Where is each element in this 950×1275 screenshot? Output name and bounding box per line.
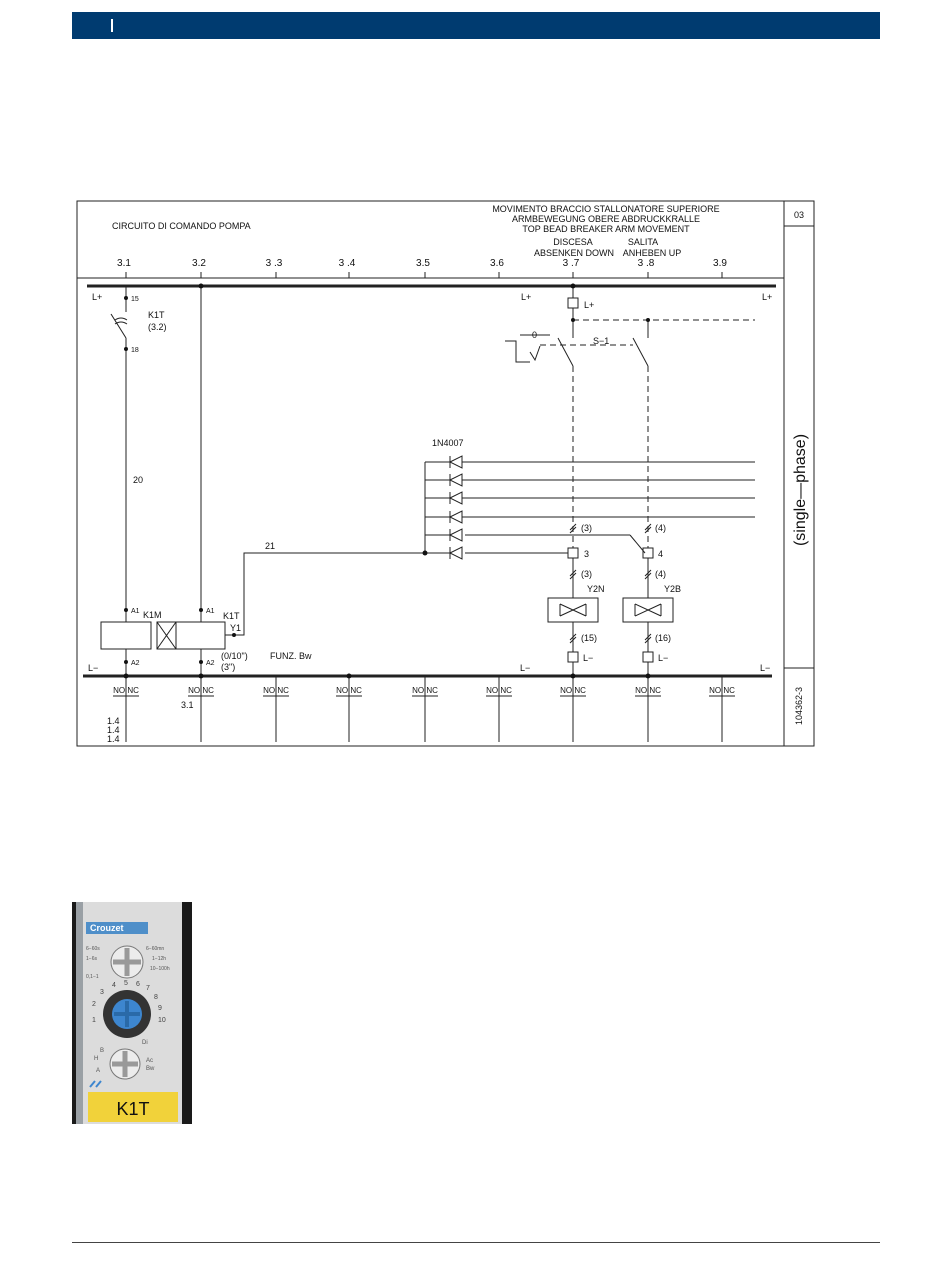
column-label: 3.6 — [490, 258, 504, 269]
switch-s1: S−1 — [593, 336, 610, 346]
ref-1: 1.4 — [107, 716, 120, 726]
lminus-mid: L− — [520, 663, 531, 673]
scale-text: 5 — [124, 980, 128, 987]
diode-label: 1N4007 — [432, 438, 464, 448]
scale-text: 6−60s — [86, 946, 100, 952]
scale-text: 8 — [154, 994, 158, 1001]
wire-20: 20 — [133, 475, 144, 485]
nonc-label: NO NC — [635, 686, 661, 695]
wire-3-bot: (3) — [581, 569, 592, 579]
a1-k1t: A1 — [206, 608, 215, 615]
switch-zero: 0 — [532, 330, 538, 340]
lplus-term: L+ — [584, 300, 595, 310]
ref-2: 1.4 — [107, 725, 120, 735]
column-label: 3 .8 — [637, 258, 655, 269]
title-right-2: ARMBEWEGUNG OBERE ABDRUCKKRALLE — [511, 214, 701, 224]
k1t-ref: (3.2) — [148, 322, 167, 332]
terminal-4: 4 — [658, 549, 664, 559]
wire-16: (16) — [655, 633, 672, 643]
column-label: 3 .4 — [338, 258, 356, 269]
a2-k1m: A2 — [131, 660, 140, 667]
scale-text: 0,1−1 — [86, 974, 99, 980]
label-absenken: ABSENKEN DOWN — [533, 248, 615, 258]
ref-3-1: 3.1 — [181, 700, 194, 710]
lminus-right: L− — [760, 663, 771, 673]
lplus-left: L+ — [92, 292, 103, 302]
funz-label: FUNZ. Bw — [270, 651, 312, 661]
wire-21: 21 — [265, 541, 276, 551]
k1t-coil-label: K1T — [223, 611, 240, 621]
column-label: 3 .7 — [562, 258, 580, 269]
side-label: (single—phase) — [792, 433, 809, 547]
nonc-label: NO NC — [560, 686, 586, 695]
nonc-label: NO NC — [113, 686, 139, 695]
doc-number: 104362-3 — [794, 686, 804, 726]
scale-text: 1−6s — [86, 956, 97, 962]
y2n-label: Y2N — [587, 584, 605, 594]
wire-4-bot: (4) — [655, 569, 666, 579]
wire-15: (15) — [581, 633, 598, 643]
k1m-coil — [101, 622, 151, 649]
scale-text: 10 — [158, 1017, 166, 1024]
terminal-15: 15 — [131, 296, 139, 303]
column-label: 3.9 — [713, 258, 727, 269]
scale-text: 6 — [136, 981, 140, 988]
y2b-label: Y2B — [664, 584, 682, 594]
label-salita: SALITA — [627, 237, 659, 247]
ref-3: 1.4 — [107, 734, 120, 744]
title-right-3: TOP BEAD BREAKER ARM MOVEMENT — [522, 224, 690, 234]
scale-text: 1−12h — [152, 956, 167, 962]
scale-text: 2 — [92, 1001, 96, 1008]
lminus-term-2: L− — [658, 653, 669, 663]
column-label: 3 .3 — [265, 258, 283, 269]
scale-text: 10−100h — [150, 966, 170, 972]
column-label: 3.2 — [192, 258, 206, 269]
wire-3-top: (3) — [581, 523, 592, 533]
mode-text: Ac — [146, 1058, 154, 1064]
k1m-label: K1M — [143, 610, 162, 620]
lminus-term-1: L− — [583, 653, 594, 663]
label-discesa: DISCESA — [553, 237, 593, 247]
footer-line — [72, 1242, 880, 1243]
terminal-18: 18 — [131, 347, 139, 354]
timer-label-2: (3") — [221, 662, 236, 672]
schematic-frame — [77, 201, 814, 746]
title-right-1: MOVIMENTO BRACCIO STALLONATORE SUPERIORE — [492, 204, 720, 214]
label-anheben: ANHEBEN UP — [622, 248, 682, 258]
brand-text: Crouzet — [90, 923, 124, 933]
nonc-label: NO NC — [336, 686, 362, 695]
timer-label: (0/10") — [221, 651, 248, 661]
mode-text: A — [96, 1068, 101, 1074]
mode-text: Di — [142, 1040, 148, 1046]
title-left: CIRCUITO DI COMANDO POMPA — [112, 221, 251, 231]
k1t-sticker-text: K1T — [116, 1099, 150, 1119]
k1t-contact-label: K1T — [148, 310, 165, 320]
nonc-label: NO NC — [709, 686, 735, 695]
lplus-mid: L+ — [521, 292, 532, 302]
mode-text: Bw — [146, 1066, 155, 1072]
a1-k1m: A1 — [131, 608, 140, 615]
scale-text: 7 — [146, 985, 150, 992]
column-label: 3.5 — [416, 258, 430, 269]
scale-text: 3 — [100, 989, 104, 996]
terminal-3: 3 — [584, 549, 590, 559]
y1-label: Y1 — [230, 623, 242, 633]
a2-k1t: A2 — [206, 660, 215, 667]
nonc-label: NO NC — [188, 686, 214, 695]
scale-text: 1 — [92, 1017, 96, 1024]
scale-text: 9 — [158, 1005, 162, 1012]
nonc-label: NO NC — [412, 686, 438, 695]
mode-text: B — [100, 1048, 105, 1054]
lminus-left: L− — [88, 663, 99, 673]
scale-text: 6−60mn — [146, 946, 165, 952]
nonc-label: NO NC — [486, 686, 512, 695]
wire-4-top: (4) — [655, 523, 666, 533]
k1t-coil — [176, 622, 225, 649]
timer-relay-photo — [72, 902, 192, 1124]
column-label: 3.1 — [117, 258, 131, 269]
scale-text: 4 — [112, 982, 116, 989]
lplus-right: L+ — [762, 292, 773, 302]
mode-text: H — [94, 1056, 99, 1062]
page-number: 03 — [793, 210, 805, 220]
nonc-label: NO NC — [263, 686, 289, 695]
